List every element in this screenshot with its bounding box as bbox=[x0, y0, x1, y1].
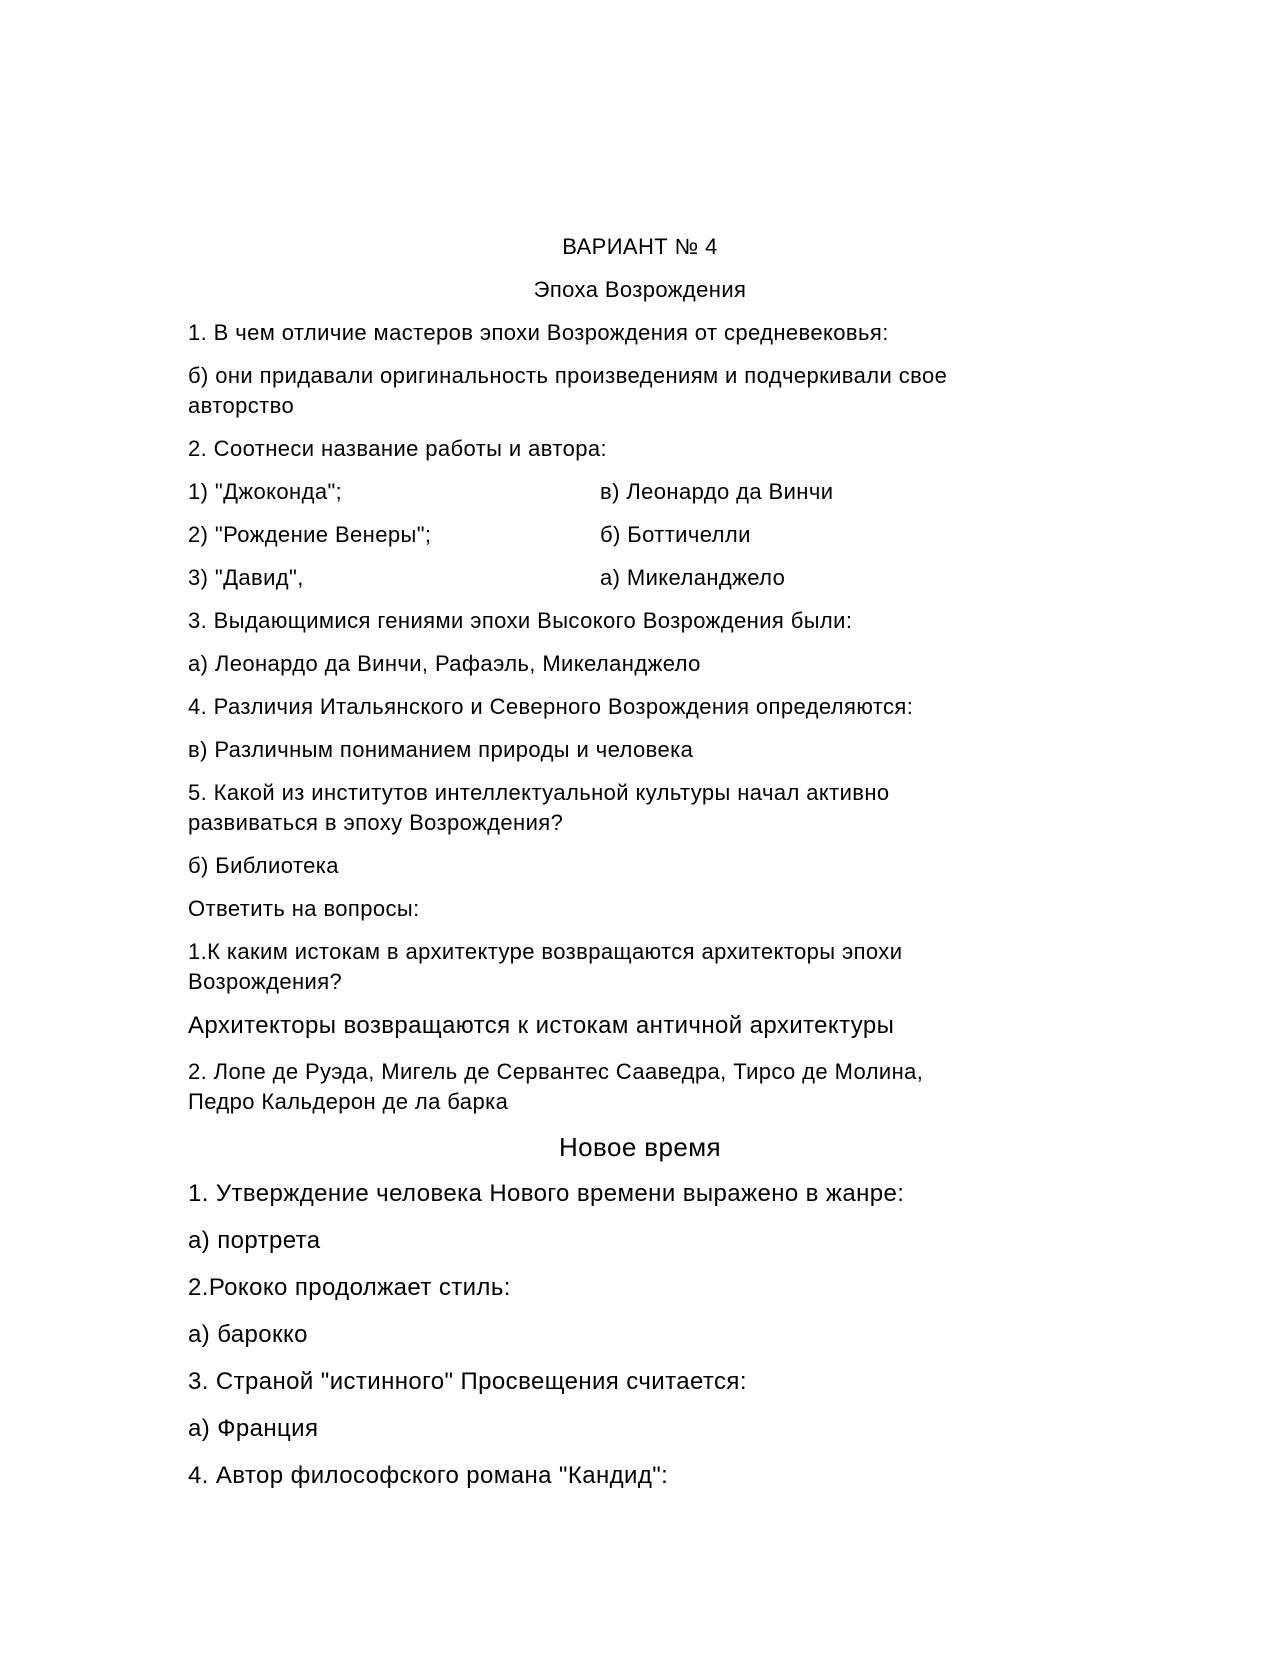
open-answer-2-line: Педро Кальдерон де ла барка bbox=[188, 1089, 509, 1114]
match-row bbox=[188, 563, 1092, 593]
nt-question-3: 3. Страной "истинного" Просвещения считается: bbox=[188, 1368, 747, 1395]
ren-answer-1-line: б) они придавали оригинальность произведениям и подчеркивали свое bbox=[188, 363, 948, 388]
open-answer-2-line: 2. Лопе де Руэда, Мигель де Сервантес Сааведра, Тирсо де Молина, bbox=[188, 1059, 924, 1084]
match-author: а) Микеланджело bbox=[600, 565, 786, 590]
open-questions-label: Ответить на вопросы: bbox=[188, 896, 420, 921]
ren-question-3: 3. Выдающимися гениями эпохи Высокого Возрождения были: bbox=[188, 608, 853, 633]
match-author: в) Леонардо да Винчи bbox=[600, 479, 834, 504]
nt-question-2: 2.Рококо продолжает стиль: bbox=[188, 1274, 511, 1301]
match-row bbox=[188, 477, 1092, 507]
nt-answer-3: а) Франция bbox=[188, 1415, 319, 1442]
ren-question-5-line: развиваться в эпоху Возрождения? bbox=[188, 810, 564, 835]
open-answer-2 bbox=[188, 1057, 1092, 1117]
ren-answer-3: а) Леонардо да Винчи, Рафаэль, Микеланджело bbox=[188, 651, 701, 676]
open-question-1-line: 1.К каким истокам в архитектуре возвращаются архитекторы эпохи bbox=[188, 939, 903, 964]
ren-question-4: 4. Различия Итальянского и Северного Возрождения определяются: bbox=[188, 694, 914, 719]
ren-answer-1-line: авторство bbox=[188, 393, 295, 418]
match-work: 1) "Джоконда"; bbox=[188, 479, 343, 504]
ren-question-5 bbox=[188, 778, 1092, 838]
match-author: б) Боттичелли bbox=[600, 522, 751, 547]
section-heading-new-time: Новое время bbox=[559, 1132, 721, 1162]
document-body bbox=[188, 232, 1092, 1507]
open-answer-1: Архитекторы возвращаются к истокам античной архитектуры bbox=[188, 1012, 895, 1039]
ren-question-2: 2. Соотнеси название работы и автора: bbox=[188, 436, 607, 461]
match-work: 2) "Рождение Венеры"; bbox=[188, 522, 432, 547]
open-question-1 bbox=[188, 937, 1092, 997]
match-row bbox=[188, 520, 1092, 550]
ren-answer-4: в) Различным пониманием природы и человека bbox=[188, 737, 694, 762]
ren-question-5-line: 5. Какой из институтов интеллектуальной культуры начал активно bbox=[188, 780, 890, 805]
match-work: 3) "Давид", bbox=[188, 565, 304, 590]
section-heading-renaissance: Эпоха Возрождения bbox=[533, 277, 747, 302]
nt-answer-2: а) барокко bbox=[188, 1321, 308, 1348]
variant-title: ВАРИАНТ № 4 bbox=[562, 234, 718, 259]
ren-answer-1 bbox=[188, 361, 1092, 421]
ren-question-1: 1. В чем отличие мастеров эпохи Возрождения от средневековья: bbox=[188, 320, 889, 345]
nt-question-1: 1. Утверждение человека Нового времени выражено в жанре: bbox=[188, 1180, 905, 1207]
nt-question-4: 4. Автор философского романа "Кандид": bbox=[188, 1462, 669, 1489]
nt-answer-1: а) портрета bbox=[188, 1227, 321, 1254]
open-question-1-line: Возрождения? bbox=[188, 969, 343, 994]
ren-answer-5: б) Библиотека bbox=[188, 853, 339, 878]
